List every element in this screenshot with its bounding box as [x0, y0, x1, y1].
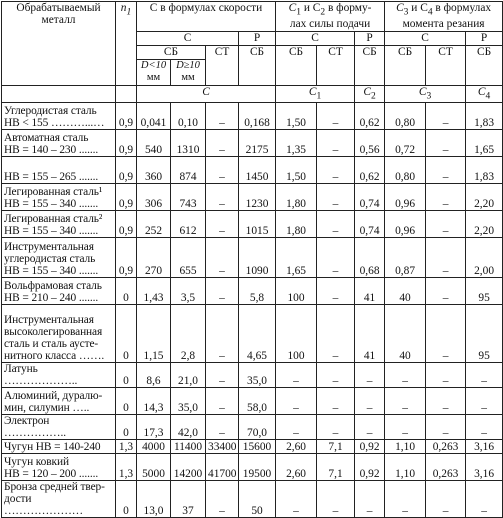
- cell-n1: 1,3: [116, 440, 137, 454]
- cell-c-p: 1230: [239, 184, 276, 211]
- force-p-sb-header: СБ: [355, 46, 385, 86]
- torque-st-header: СТ: [426, 46, 466, 86]
- cell-c-d-ge: 42,0: [171, 415, 206, 440]
- cell-n1: 0,9: [116, 211, 137, 238]
- cell-c2: 0,74: [355, 211, 385, 238]
- cell-n1: 0: [116, 278, 137, 305]
- metal-name: Вольфрамовая сталь HB = 210 – 240 .......: [2, 278, 116, 305]
- force-c-header: C: [276, 32, 355, 46]
- cell-c2: 0,56: [355, 130, 385, 157]
- force-formula-header: $C_1$ и $C_2$ в форму- лах силы подачи: [276, 2, 385, 32]
- cell-c1-sb: –: [276, 363, 317, 388]
- cell-c-p: 1015: [239, 211, 276, 238]
- cell-c-st: –: [206, 211, 239, 238]
- cell-c-st: –: [206, 157, 239, 184]
- speed-st-header: СТ: [206, 46, 239, 86]
- metal-name: Чугун ковкий HB = 120 – 200 .......: [2, 454, 116, 481]
- table-row: [2, 415, 503, 440]
- cell-c-d-ge: 21,0: [171, 363, 206, 388]
- cell-c-d-lt: 13,0: [137, 481, 171, 518]
- cell-c2: 41: [355, 278, 385, 305]
- cell-c-d-ge: 37: [171, 481, 206, 518]
- cell-c3-st: –: [426, 481, 466, 518]
- cell-c-p: 58,0: [239, 388, 276, 415]
- coef-c2-label: $C_2$: [355, 86, 385, 103]
- force-st-header: СТ: [317, 46, 355, 86]
- cutting-coefficients-table: [1, 1, 503, 518]
- cell-c3-sb: 0,72: [385, 130, 426, 157]
- torque-formula-header: $C_3$ и $C_4$ в формулах момента резания: [385, 2, 503, 32]
- cell-c1-st: –: [317, 184, 355, 211]
- cell-c-p: 1450: [239, 157, 276, 184]
- cell-c1-sb: 1,50: [276, 103, 317, 130]
- coef-c1-label: $C_1$: [276, 86, 355, 103]
- metal-name: Чугун HB = 140-240: [2, 440, 116, 454]
- cell-c-p: 15600: [239, 440, 276, 454]
- cell-c-p: 1090: [239, 238, 276, 278]
- cell-c-d-ge: 655: [171, 238, 206, 278]
- cell-c3-st: –: [426, 415, 466, 440]
- cell-c2: 41: [355, 305, 385, 363]
- cell-c1-st: –: [317, 415, 355, 440]
- cell-c-d-lt: 540: [137, 130, 171, 157]
- cell-c4: 3,16: [466, 440, 503, 454]
- cell-n1: 0: [116, 481, 137, 518]
- cell-c-d-ge: 743: [171, 184, 206, 211]
- cell-n1: 0,9: [116, 184, 137, 211]
- cell-c1-st: –: [317, 157, 355, 184]
- cell-c1-st: –: [317, 363, 355, 388]
- cell-c1-st: –: [317, 481, 355, 518]
- torque-c-header: C: [385, 32, 466, 46]
- cell-c3-st: –: [426, 211, 466, 238]
- cell-c4: 2,20: [466, 211, 503, 238]
- cell-c-st: –: [206, 481, 239, 518]
- speed-c-header: C: [137, 32, 239, 46]
- cell-c1-st: –: [317, 278, 355, 305]
- cell-c3-st: 0,263: [426, 454, 466, 481]
- cell-c-d-lt: 14,3: [137, 388, 171, 415]
- cell-c1-sb: 1,65: [276, 238, 317, 278]
- cell-c-d-ge: 14200: [171, 454, 206, 481]
- cell-c2: –: [355, 415, 385, 440]
- cell-c1-sb: 1,80: [276, 211, 317, 238]
- cell-c2: –: [355, 481, 385, 518]
- cell-c3-st: –: [426, 103, 466, 130]
- torque-sb-header: СБ: [385, 46, 426, 86]
- coef-label-n1-spacer: [116, 86, 137, 103]
- table-row: [2, 278, 503, 305]
- table-row: [2, 130, 503, 157]
- force-p-header: P: [355, 32, 385, 46]
- d-lt-header: D<10 мм: [137, 60, 171, 86]
- cell-c2: 0,68: [355, 238, 385, 278]
- cell-c4: –: [466, 363, 503, 388]
- cell-c4: 1,65: [466, 130, 503, 157]
- cell-c2: 0,74: [355, 184, 385, 211]
- cell-c-p: 5,8: [239, 278, 276, 305]
- cell-c1-st: –: [317, 388, 355, 415]
- table-row: [2, 481, 503, 518]
- speed-formula-header: C в формулах скорости: [137, 2, 276, 32]
- cell-n1: 0: [116, 363, 137, 388]
- cell-c-d-lt: 4000: [137, 440, 171, 454]
- cell-c1-st: 7,1: [317, 440, 355, 454]
- cell-n1: 0,9: [116, 157, 137, 184]
- cell-c-d-lt: 5000: [137, 454, 171, 481]
- table-row: [2, 103, 503, 130]
- table-row: [2, 440, 503, 454]
- cell-c-d-ge: 874: [171, 157, 206, 184]
- metal-name: Латунь ………………..: [2, 363, 116, 388]
- cell-c-d-ge: 0,10: [171, 103, 206, 130]
- cell-c3-sb: –: [385, 363, 426, 388]
- coef-c4-label: $C_4$: [466, 86, 503, 103]
- metal-name: Инструментальная высоколегированная сталь и сталь аусте- нитного класса …….: [2, 305, 116, 363]
- cell-c1-sb: –: [276, 481, 317, 518]
- metal-name: Углеродистая сталь HB < 155 ………...…: [2, 103, 116, 130]
- cell-c-d-lt: 1,43: [137, 278, 171, 305]
- cell-c3-st: –: [426, 238, 466, 278]
- cell-c3-st: –: [426, 388, 466, 415]
- cell-c1-st: –: [317, 103, 355, 130]
- metal-name: Легированная сталь² HB = 155 – 340 .......: [2, 211, 116, 238]
- cell-c3-sb: 0,87: [385, 238, 426, 278]
- cell-n1: 1,3: [116, 454, 137, 481]
- cell-c-d-lt: 306: [137, 184, 171, 211]
- cell-c4: 1,83: [466, 157, 503, 184]
- cell-c-d-lt: 1,15: [137, 305, 171, 363]
- cell-c3-sb: 40: [385, 278, 426, 305]
- cell-c1-sb: –: [276, 415, 317, 440]
- cell-c-d-ge: 3,5: [171, 278, 206, 305]
- cell-c1-sb: 1,80: [276, 184, 317, 211]
- metal-name: HB = 155 – 265 .......: [2, 157, 116, 184]
- cell-c1-sb: 100: [276, 305, 317, 363]
- cell-c4: –: [466, 415, 503, 440]
- cell-c-p: 50: [239, 481, 276, 518]
- cell-c4: 3,16: [466, 454, 503, 481]
- cell-c-st: –: [206, 363, 239, 388]
- cell-c-st: –: [206, 184, 239, 211]
- cell-c3-st: 0,263: [426, 440, 466, 454]
- coef-c-label: C: [137, 86, 276, 103]
- cell-c4: 95: [466, 305, 503, 363]
- cell-c1-st: –: [317, 130, 355, 157]
- cell-c3-sb: 0,96: [385, 184, 426, 211]
- cell-c-d-lt: 8,6: [137, 363, 171, 388]
- cell-c4: –: [466, 388, 503, 415]
- cell-c-d-ge: 35,0: [171, 388, 206, 415]
- cell-c4: 2,20: [466, 184, 503, 211]
- cell-c3-sb: 1,10: [385, 440, 426, 454]
- table-row: [2, 454, 503, 481]
- cell-c-st: –: [206, 278, 239, 305]
- cell-c2: –: [355, 363, 385, 388]
- torque-p-header: P: [466, 32, 503, 46]
- cell-c-p: 70,0: [239, 415, 276, 440]
- cell-c2: 0,92: [355, 440, 385, 454]
- speed-p-header: P: [239, 32, 276, 46]
- table-row: [2, 184, 503, 211]
- cell-c2: 0,62: [355, 157, 385, 184]
- cell-c1-st: 7,1: [317, 454, 355, 481]
- metal-name: Бронза средней твер- дости …………………: [2, 481, 116, 518]
- metal-name: Алюминий, дуралю- мин, силумин …..: [2, 388, 116, 415]
- coef-label-metal-spacer: [2, 86, 116, 103]
- cell-c3-sb: –: [385, 388, 426, 415]
- cell-c3-sb: –: [385, 481, 426, 518]
- cell-c-st: –: [206, 130, 239, 157]
- cell-n1: 0,9: [116, 130, 137, 157]
- cell-c1-st: –: [317, 211, 355, 238]
- cell-c1-st: –: [317, 305, 355, 363]
- cell-c4: 2,00: [466, 238, 503, 278]
- cell-c-d-lt: 0,041: [137, 103, 171, 130]
- cell-c1-sb: 1,50: [276, 157, 317, 184]
- cell-c3-sb: 1,10: [385, 454, 426, 481]
- table-row: [2, 388, 503, 415]
- cell-c-p: 35,0: [239, 363, 276, 388]
- cell-c-p: 4,65: [239, 305, 276, 363]
- cell-c3-sb: 0,96: [385, 211, 426, 238]
- table-row: [2, 305, 503, 363]
- cell-c-d-ge: 11400: [171, 440, 206, 454]
- cell-c1-sb: 2,60: [276, 454, 317, 481]
- cell-c3-sb: 0,80: [385, 103, 426, 130]
- speed-p-sb-header: СБ: [239, 46, 276, 86]
- cell-c-st: –: [206, 103, 239, 130]
- cell-c-p: 0,168: [239, 103, 276, 130]
- cell-c4: 95: [466, 278, 503, 305]
- cell-n1: 0: [116, 415, 137, 440]
- metal-name: Автоматная сталь HB = 140 – 230 .......: [2, 130, 116, 157]
- cell-c1-sb: –: [276, 388, 317, 415]
- coef-c3-label: $C_3$: [385, 86, 466, 103]
- cell-c3-sb: –: [385, 415, 426, 440]
- cell-c-p: 2175: [239, 130, 276, 157]
- cell-c-st: 33400: [206, 440, 239, 454]
- metal-name: Легированная сталь¹ HB = 155 – 340 .......: [2, 184, 116, 211]
- cell-c1-sb: 1,35: [276, 130, 317, 157]
- cell-c2: –: [355, 388, 385, 415]
- cell-c-st: –: [206, 388, 239, 415]
- table-row: [2, 238, 503, 278]
- cell-c-st: 41700: [206, 454, 239, 481]
- metal-name: Инструментальная углеродистая сталь HB = 155 – 340 .......: [2, 238, 116, 278]
- cell-c2: 0,92: [355, 454, 385, 481]
- speed-sb-header: СБ: [137, 46, 206, 60]
- cell-c3-st: –: [426, 278, 466, 305]
- table-row: [2, 211, 503, 238]
- cell-c3-st: –: [426, 184, 466, 211]
- d-ge-header: D≥10 мм: [171, 60, 206, 86]
- torque-p-sb-header: СБ: [466, 46, 503, 86]
- cell-c-d-ge: 612: [171, 211, 206, 238]
- cell-c3-sb: 0,80: [385, 157, 426, 184]
- cell-c-st: –: [206, 238, 239, 278]
- cell-c3-st: –: [426, 363, 466, 388]
- cell-c-d-lt: 17,3: [137, 415, 171, 440]
- cell-c3-st: –: [426, 157, 466, 184]
- cell-c2: 0,62: [355, 103, 385, 130]
- cell-n1: 0: [116, 388, 137, 415]
- cell-c-d-ge: 1310: [171, 130, 206, 157]
- cell-c-st: –: [206, 305, 239, 363]
- cell-n1: 0,9: [116, 238, 137, 278]
- cell-n1: 0: [116, 305, 137, 363]
- cell-c4: 1,83: [466, 103, 503, 130]
- cell-c-d-ge: 2,8: [171, 305, 206, 363]
- cell-c3-st: –: [426, 305, 466, 363]
- cell-c-d-lt: 270: [137, 238, 171, 278]
- cell-n1: 0,9: [116, 103, 137, 130]
- metal-name: Электрон ……………..: [2, 415, 116, 440]
- cell-c1-sb: 2,60: [276, 440, 317, 454]
- cell-c1-sb: 100: [276, 278, 317, 305]
- metal-header: Обрабатываемый металл: [2, 2, 116, 86]
- cell-c1-st: –: [317, 238, 355, 278]
- table-row: [2, 363, 503, 388]
- cell-c-st: –: [206, 415, 239, 440]
- cell-c-p: 19500: [239, 454, 276, 481]
- cell-c3-sb: 40: [385, 305, 426, 363]
- n1-header: $n_1$: [116, 2, 137, 86]
- cell-c4: –: [466, 481, 503, 518]
- cell-c-d-lt: 360: [137, 157, 171, 184]
- cell-c3-st: –: [426, 130, 466, 157]
- force-sb-header: СБ: [276, 46, 317, 86]
- cell-c-d-lt: 252: [137, 211, 171, 238]
- table-row: [2, 157, 503, 184]
